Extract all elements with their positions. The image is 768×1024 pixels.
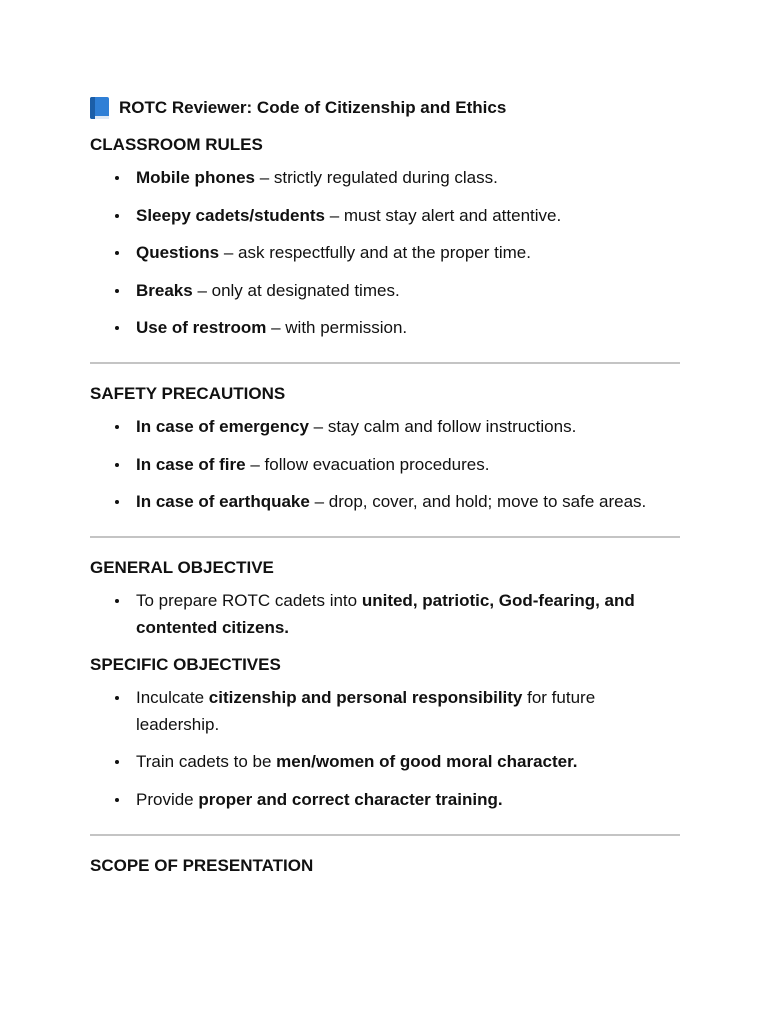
rule-term: Questions — [136, 243, 220, 262]
precaution-text: – follow evacuation procedures. — [245, 454, 490, 474]
general-objective-heading: GENERAL OBJECTIVE — [90, 558, 274, 577]
objective-bold: united, patriotic, God-fearing, and contented citizens. — [136, 591, 635, 637]
section-divider — [90, 536, 680, 538]
list-item — [90, 786, 680, 813]
list-item — [90, 413, 680, 440]
objective-text: Provide — [136, 789, 199, 809]
list-item — [90, 277, 680, 304]
list-item — [90, 314, 680, 341]
objective-text: for future leadership. — [136, 687, 596, 734]
rule-term: Sleepy cadets/students — [136, 205, 325, 225]
safety-precautions-heading: SAFETY PRECAUTIONS — [90, 384, 286, 403]
rule-text: – strictly regulated during class. — [255, 168, 498, 187]
objective-text: Inculcate — [136, 687, 209, 707]
list-item — [90, 587, 680, 641]
list-item — [90, 202, 680, 229]
objective-text: Train cadets to be — [136, 752, 277, 771]
precaution-term: In case of emergency — [136, 417, 309, 436]
document-page — [90, 94, 680, 879]
objective-bold: proper and correct character training. — [198, 789, 503, 809]
list-item — [90, 684, 680, 738]
rule-text: – only at designated times. — [192, 280, 400, 300]
document-title — [90, 94, 680, 122]
rule-text: – must stay alert and attentive. — [324, 205, 562, 225]
list-item — [90, 748, 680, 775]
precaution-term: In case of earthquake — [136, 492, 310, 511]
rule-term: Use of restroom — [136, 318, 267, 337]
scope-of-presentation-heading: SCOPE OF PRESENTATION — [90, 855, 314, 875]
rule-term: Mobile phones — [136, 168, 255, 187]
general-objective-list — [90, 587, 680, 641]
rule-term: Breaks — [136, 280, 193, 300]
specific-objectives-list — [90, 684, 680, 813]
list-item — [90, 451, 680, 478]
rule-text: – ask respectfully and at the proper time. — [219, 243, 531, 262]
document-title-text: ROTC Reviewer: Code of Citizenship and Ethics — [119, 98, 507, 117]
objective-bold: men/women of good moral character. — [276, 752, 578, 771]
section-divider — [90, 362, 680, 364]
list-item — [90, 488, 680, 515]
objective-bold: citizenship and personal responsibility — [208, 687, 523, 707]
precaution-term: In case of fire — [136, 454, 246, 474]
rule-text: – with permission. — [266, 318, 408, 337]
blue-book-icon — [90, 97, 109, 119]
safety-precautions-list — [90, 413, 680, 515]
classroom-rules-heading: CLASSROOM RULES — [90, 135, 263, 154]
objective-text: To prepare ROTC cadets into — [136, 591, 362, 610]
section-divider — [90, 834, 680, 836]
list-item — [90, 164, 680, 191]
classroom-rules-list — [90, 164, 680, 341]
precaution-text: – stay calm and follow instructions. — [308, 417, 577, 436]
precaution-text: – drop, cover, and hold; move to safe areas. — [309, 492, 647, 511]
list-item — [90, 239, 680, 266]
specific-objectives-heading: SPECIFIC OBJECTIVES — [90, 654, 281, 674]
